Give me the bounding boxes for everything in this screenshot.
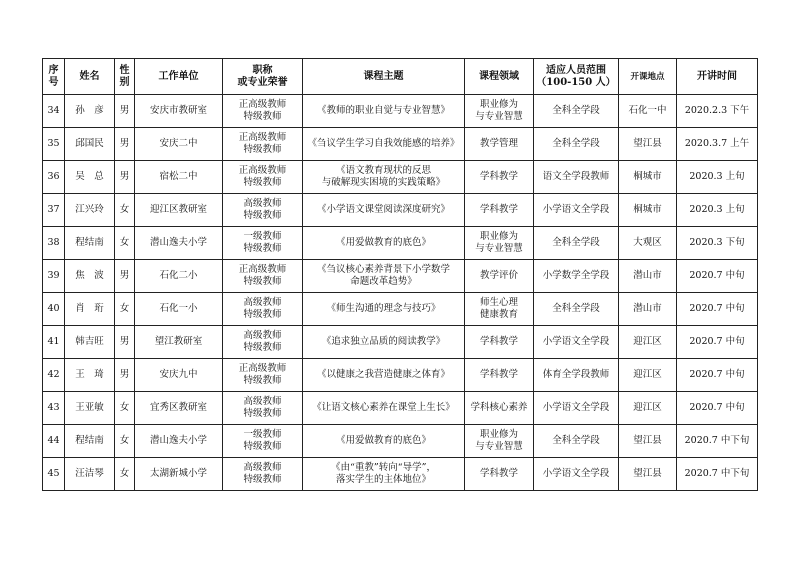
- field-line-1: 学科核心素养: [470, 402, 528, 413]
- cell-time: 2020.7 中下旬: [677, 458, 758, 491]
- cell-time: 2020.7 中旬: [677, 260, 758, 293]
- cell-name: 程结南: [65, 425, 115, 458]
- cell-place: 迎江区: [619, 359, 677, 392]
- topic-line-1: 《让语文核心素养在课堂上生长》: [312, 402, 455, 413]
- cell-gender: 女: [115, 392, 135, 425]
- field-line-1: 教学管理: [479, 138, 518, 149]
- title-line-1: 高级教师: [243, 396, 282, 407]
- title-line-2: 特级教师: [243, 210, 282, 221]
- title-line-2: 特级教师: [243, 375, 282, 386]
- cell-title: [223, 458, 303, 491]
- title-line-1: 正高级教师: [238, 132, 287, 143]
- cell-seq: 36: [43, 161, 65, 194]
- header-place: 开课地点: [619, 59, 677, 95]
- title-line-2: 特级教师: [243, 474, 282, 485]
- cell-unit: 石化一小: [135, 293, 223, 326]
- header-title: 职称 或专业荣誉: [223, 59, 303, 95]
- cell-seq: 43: [43, 392, 65, 425]
- cell-place: 望江县: [619, 425, 677, 458]
- cell-field: [465, 458, 534, 491]
- cell-topic: [303, 458, 465, 491]
- header-name: 姓名: [65, 59, 115, 95]
- cell-time: 2020.7 中下旬: [677, 425, 758, 458]
- cell-seq: 45: [43, 458, 65, 491]
- field-line-2: 健康教育: [479, 309, 518, 320]
- title-line-1: 正高级教师: [238, 99, 287, 110]
- cell-topic: [303, 359, 465, 392]
- cell-audience: 全科全学段: [534, 95, 619, 128]
- cell-unit: 安庆二中: [135, 128, 223, 161]
- cell-title: [223, 161, 303, 194]
- cell-title: [223, 128, 303, 161]
- topic-line-1: 《教师的职业自觉与专业智慧》: [316, 105, 450, 116]
- cell-place: 潜山市: [619, 260, 677, 293]
- cell-place: 望江县: [619, 128, 677, 161]
- cell-time: 2020.7 中旬: [677, 326, 758, 359]
- cell-unit: 太湖新城小学: [135, 458, 223, 491]
- cell-audience: 小学语文全学段: [534, 392, 619, 425]
- cell-time: 2020.7 中旬: [677, 392, 758, 425]
- cell-audience: 小学数学全学段: [534, 260, 619, 293]
- cell-seq: 34: [43, 95, 65, 128]
- title-line-1: 一级教师: [243, 231, 282, 242]
- cell-time: 2020.3 下旬: [677, 227, 758, 260]
- table-row: [43, 326, 758, 359]
- cell-audience: 小学语文全学段: [534, 326, 619, 359]
- topic-line-1: 《刍议学生学习自我效能感的培养》: [307, 138, 460, 149]
- cell-gender: 女: [115, 194, 135, 227]
- cell-audience: 小学语文全学段: [534, 194, 619, 227]
- cell-field: [465, 425, 534, 458]
- title-line-1: 高级教师: [243, 198, 282, 209]
- table-row: [43, 227, 758, 260]
- cell-audience: 全科全学段: [534, 293, 619, 326]
- title-line-2: 特级教师: [243, 441, 282, 452]
- cell-seq: 40: [43, 293, 65, 326]
- cell-audience: 体育全学段教师: [534, 359, 619, 392]
- title-line-1: 高级教师: [243, 462, 282, 473]
- cell-field: [465, 95, 534, 128]
- field-line-2: 与专业智慧: [475, 243, 523, 254]
- cell-place: 桐城市: [619, 161, 677, 194]
- topic-line-1: 《以健康之我营造健康之体育》: [316, 369, 450, 380]
- cell-audience: 全科全学段: [534, 425, 619, 458]
- cell-topic: [303, 326, 465, 359]
- cell-gender: 女: [115, 293, 135, 326]
- field-line-1: 职业修为: [479, 429, 518, 440]
- field-line-1: 教学评价: [479, 270, 518, 281]
- cell-topic: [303, 95, 465, 128]
- field-line-2: 与专业智慧: [475, 441, 523, 452]
- cell-unit: 潜山逸夫小学: [135, 425, 223, 458]
- title-line-2: 特级教师: [243, 408, 282, 419]
- cell-title: [223, 326, 303, 359]
- header-gender: 性 别: [115, 59, 135, 95]
- topic-line-1: 《用爱做教育的底色》: [335, 435, 431, 446]
- title-line-2: 特级教师: [243, 276, 282, 287]
- cell-audience: 全科全学段: [534, 128, 619, 161]
- cell-topic: [303, 227, 465, 260]
- cell-name: 江兴玲: [65, 194, 115, 227]
- cell-field: [465, 326, 534, 359]
- cell-place: 迎江区: [619, 392, 677, 425]
- topic-line-2: 落实学生的主体地位》: [335, 474, 431, 485]
- table-row: [43, 458, 758, 491]
- cell-seq: 44: [43, 425, 65, 458]
- table-row: [43, 392, 758, 425]
- field-line-1: 师生心理: [479, 297, 518, 308]
- cell-topic: [303, 194, 465, 227]
- topic-line-1: 《由“重教”转向“导学”，: [331, 462, 436, 473]
- topic-line-1: 《师生沟通的理念与技巧》: [326, 303, 441, 314]
- title-line-1: 正高级教师: [238, 264, 287, 275]
- table-row: [43, 425, 758, 458]
- cell-title: [223, 359, 303, 392]
- cell-name: 焦 波: [65, 260, 115, 293]
- cell-seq: 38: [43, 227, 65, 260]
- cell-audience: 小学语文全学段: [534, 458, 619, 491]
- cell-seq: 39: [43, 260, 65, 293]
- cell-name: 孙 彦: [65, 95, 115, 128]
- cell-title: [223, 194, 303, 227]
- cell-audience: 全科全学段: [534, 227, 619, 260]
- cell-unit: 宜秀区教研室: [135, 392, 223, 425]
- cell-time: 2020.3 上旬: [677, 194, 758, 227]
- cell-field: [465, 128, 534, 161]
- cell-unit: 宿松二中: [135, 161, 223, 194]
- topic-line-1: 《用爱做教育的底色》: [335, 237, 431, 248]
- header-audience: 适应人员范围 （100-150 人）: [534, 59, 619, 95]
- cell-place: 桐城市: [619, 194, 677, 227]
- topic-line-1: 《语文教育现状的反思: [335, 165, 431, 176]
- title-line-2: 特级教师: [243, 144, 282, 155]
- topic-line-2: 命题改革趋势》: [350, 276, 417, 287]
- cell-time: 2020.7 中旬: [677, 359, 758, 392]
- cell-place: 潜山市: [619, 293, 677, 326]
- cell-time: 2020.3 上旬: [677, 161, 758, 194]
- topic-line-2: 与破解现实困境的实践策略》: [321, 177, 446, 188]
- cell-title: [223, 425, 303, 458]
- cell-unit: 安庆九中: [135, 359, 223, 392]
- cell-gender: 男: [115, 260, 135, 293]
- cell-field: [465, 194, 534, 227]
- cell-gender: 男: [115, 326, 135, 359]
- title-line-2: 特级教师: [243, 177, 282, 188]
- cell-seq: 35: [43, 128, 65, 161]
- cell-time: 2020.3.7 上午: [677, 128, 758, 161]
- cell-unit: 迎江区教研室: [135, 194, 223, 227]
- header-field: 课程领域: [465, 59, 534, 95]
- cell-unit: 安庆市教研室: [135, 95, 223, 128]
- table-row: [43, 161, 758, 194]
- title-line-2: 特级教师: [243, 111, 282, 122]
- cell-gender: 女: [115, 227, 135, 260]
- cell-title: [223, 392, 303, 425]
- cell-field: [465, 161, 534, 194]
- field-line-1: 学科教学: [479, 369, 518, 380]
- cell-place: 大观区: [619, 227, 677, 260]
- cell-gender: 女: [115, 425, 135, 458]
- title-line-1: 高级教师: [243, 330, 282, 341]
- title-line-1: 高级教师: [243, 297, 282, 308]
- header-seq: 序 号: [43, 59, 65, 95]
- table-row: [43, 260, 758, 293]
- cell-topic: [303, 392, 465, 425]
- cell-unit: 石化二小: [135, 260, 223, 293]
- field-line-2: 与专业智慧: [475, 111, 523, 122]
- cell-seq: 41: [43, 326, 65, 359]
- field-line-1: 学科教学: [479, 171, 518, 182]
- header-unit: 工作单位: [135, 59, 223, 95]
- cell-topic: [303, 293, 465, 326]
- cell-place: 迎江区: [619, 326, 677, 359]
- cell-title: [223, 260, 303, 293]
- field-line-1: 职业修为: [479, 99, 518, 110]
- title-line-2: 特级教师: [243, 342, 282, 353]
- cell-field: [465, 359, 534, 392]
- cell-time: 2020.7 中旬: [677, 293, 758, 326]
- schedule-table: [42, 58, 758, 491]
- table-row: [43, 95, 758, 128]
- field-line-1: 学科教学: [479, 204, 518, 215]
- cell-name: 肖 珩: [65, 293, 115, 326]
- cell-audience: 语文全学段教师: [534, 161, 619, 194]
- cell-gender: 女: [115, 458, 135, 491]
- cell-topic: [303, 161, 465, 194]
- title-line-2: 特级教师: [243, 309, 282, 320]
- header-row: [43, 59, 758, 95]
- cell-name: 汪洁琴: [65, 458, 115, 491]
- cell-title: [223, 293, 303, 326]
- cell-unit: 望江教研室: [135, 326, 223, 359]
- cell-gender: 男: [115, 359, 135, 392]
- title-line-1: 正高级教师: [238, 363, 287, 374]
- table-row: [43, 194, 758, 227]
- cell-name: 王亚敏: [65, 392, 115, 425]
- cell-name: 王 琦: [65, 359, 115, 392]
- table-row: [43, 359, 758, 392]
- cell-seq: 42: [43, 359, 65, 392]
- title-line-1: 正高级教师: [238, 165, 287, 176]
- cell-title: [223, 95, 303, 128]
- cell-field: [465, 260, 534, 293]
- cell-name: 吴 总: [65, 161, 115, 194]
- title-line-2: 特级教师: [243, 243, 282, 254]
- cell-name: 邱国民: [65, 128, 115, 161]
- title-line-1: 一级教师: [243, 429, 282, 440]
- cell-topic: [303, 260, 465, 293]
- cell-title: [223, 227, 303, 260]
- cell-field: [465, 227, 534, 260]
- table-row: [43, 293, 758, 326]
- header-time: 开讲时间: [677, 59, 758, 95]
- cell-name: 韩吉旺: [65, 326, 115, 359]
- cell-seq: 37: [43, 194, 65, 227]
- cell-time: 2020.2.3 下午: [677, 95, 758, 128]
- field-line-1: 职业修为: [479, 231, 518, 242]
- cell-gender: 男: [115, 128, 135, 161]
- cell-unit: 潜山逸夫小学: [135, 227, 223, 260]
- cell-place: 望江县: [619, 458, 677, 491]
- cell-topic: [303, 425, 465, 458]
- table-row: [43, 128, 758, 161]
- field-line-1: 学科教学: [479, 468, 518, 479]
- topic-line-1: 《刍议核心素养背景下小学数学: [316, 264, 450, 275]
- field-line-1: 学科教学: [479, 336, 518, 347]
- cell-name: 程结南: [65, 227, 115, 260]
- header-topic: 课程主题: [303, 59, 465, 95]
- cell-gender: 男: [115, 95, 135, 128]
- topic-line-1: 《追求独立品质的阅读教学》: [321, 336, 446, 347]
- cell-place: 石化一中: [619, 95, 677, 128]
- cell-field: [465, 293, 534, 326]
- topic-line-1: 《小学语文课堂阅读深度研究》: [316, 204, 450, 215]
- cell-topic: [303, 128, 465, 161]
- cell-gender: 男: [115, 161, 135, 194]
- cell-field: [465, 392, 534, 425]
